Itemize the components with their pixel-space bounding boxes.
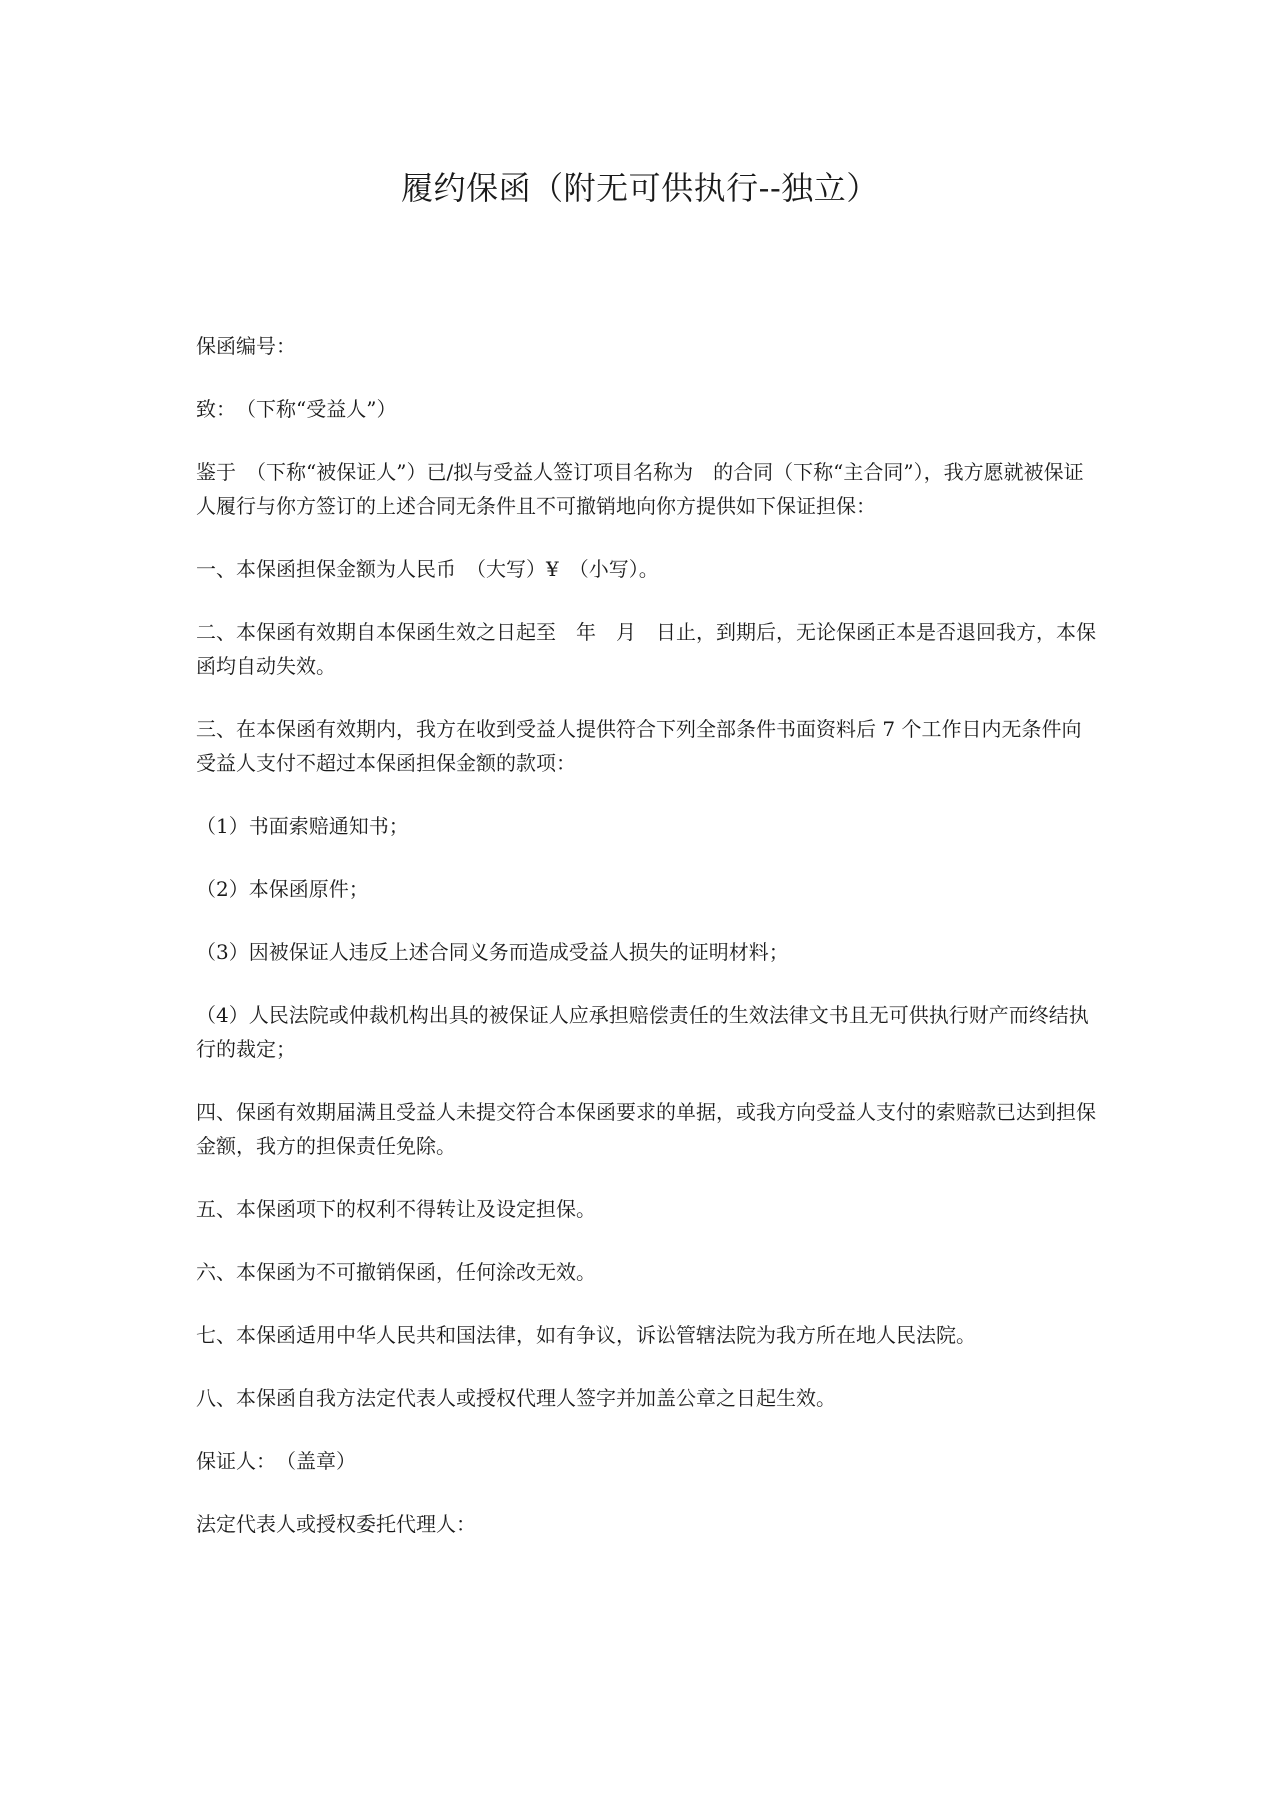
document-body (196, 329, 1100, 1570)
clause-7: 七、本保函适用中华人民共和国法律，如有争议，诉讼管辖法院为我方所在地人民法院。 (196, 1323, 976, 1347)
clause-1: 一、本保函担保金额为人民币 （大写）¥ （小写）。 (196, 557, 659, 581)
guarantee-number-line: 保函编号： (196, 334, 296, 358)
clause-8: 八、本保函自我方法定代表人或授权代理人签字并加盖公章之日起生效。 (196, 1386, 836, 1410)
clause-4: 四、保函有效期届满且受益人未提交符合本保函要求的单据，或我方向受益人支付的索赔款已达到担保金额，我方的担保责任免除。 (196, 1100, 1096, 1158)
legal-representative-line: 法定代表人或授权委托代理人： (196, 1512, 476, 1536)
document-title: 履约保函（附无可供执行--独立） (401, 169, 879, 207)
condition-4: （4）人民法院或仲裁机构出具的被保证人应承担赔偿责任的生效法律文书且无可供执行财产而终结执行的裁定； (196, 1003, 1089, 1061)
condition-1: （1）书面索赔通知书； (196, 814, 409, 838)
preamble-paragraph: 鉴于 （下称“被保证人”）已/拟与受益人签订项目名称为 的合同（下称“主合同”），我方愿就被保证人履行与你方签订的上述合同无条件且不可撤销地向你方提供如下保证担保： (196, 460, 1084, 518)
condition-3: （3）因被保证人违反上述合同义务而造成受益人损失的证明材料； (196, 940, 789, 964)
clause-2: 二、本保函有效期自本保函生效之日起至 年 月 日止，到期后，无论保函正本是否退回我方，本保函均自动失效。 (196, 620, 1096, 678)
clause-3: 三、在本保函有效期内，我方在收到受益人提供符合下列全部条件书面资料后 7 个工作日内无条件向受益人支付不超过本保函担保金额的款项： (196, 717, 1082, 775)
clause-5: 五、本保函项下的权利不得转让及设定担保。 (196, 1197, 596, 1221)
clause-6: 六、本保函为不可撤销保函，任何涂改无效。 (196, 1260, 596, 1284)
guarantor-line: 保证人： （盖章） (196, 1449, 356, 1473)
addressee-line: 致： （下称“受益人”） (196, 397, 397, 421)
condition-2: （2）本保函原件； (196, 877, 369, 901)
